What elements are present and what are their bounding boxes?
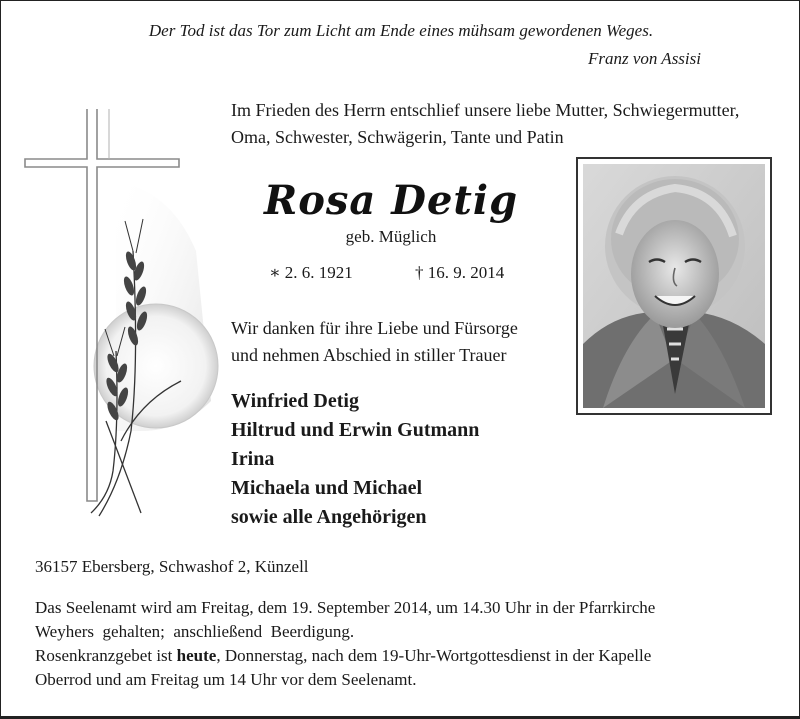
service-line [35, 644, 795, 668]
death-date: † 16. 9. 2014 [415, 263, 505, 282]
mourner-name: sowie alle Angehörigen [231, 506, 427, 528]
service-text: Rosenkranzgebet ist [35, 646, 177, 665]
mourner-name: Winfried Detig [231, 390, 359, 412]
maiden-name: geb. Müglich [345, 227, 437, 246]
thanks-line: Wir danken für ihre Liebe und Fürsorge [231, 318, 518, 338]
mourner-name: Irina [231, 448, 275, 470]
service-line: Oberrod und am Freitag um 14 Uhr vor dem Seelenamt. [35, 670, 417, 689]
deceased-name: Rosa Detig [263, 177, 519, 224]
mourner-name: Hiltrud und Erwin Gutmann [231, 419, 480, 441]
service-details [35, 596, 795, 692]
service-line: Weyhers gehalten; anschließend Beerdigung. [35, 622, 355, 641]
address: 36157 Ebersberg, Schwashof 2, Künzell [35, 557, 309, 576]
service-line: Das Seelenamt wird am Freitag, dem 19. September 2014, um 14.30 Uhr in der Pfarrkirche [35, 598, 656, 617]
service-highlight: heute [176, 646, 217, 665]
mourner-name: Michaela und Michael [231, 477, 423, 499]
mourners-list [231, 387, 479, 532]
thanks-line: und nehmen Abschied in stiller Trauer [231, 345, 507, 365]
intro-text [231, 97, 791, 151]
cross-with-wheat-icon [21, 101, 221, 526]
portrait-photo [576, 157, 772, 415]
service-text: , Donnerstag, nach dem 19-Uhr-Wortgottesdienst in der Kapelle [216, 646, 652, 665]
quote-author: Franz von Assisi [587, 49, 701, 68]
memorial-quote: Der Tod ist das Tor zum Licht am Ende eines mühsam gewordenen Weges. [148, 21, 654, 40]
thanks-text [231, 315, 591, 369]
birth-date: ∗ 2. 6. 1921 [269, 263, 353, 282]
intro-line: Oma, Schwester, Schwägerin, Tante und Patin [231, 127, 564, 147]
intro-line: Im Frieden des Herrn entschlief unsere liebe Mutter, Schwiegermutter, [231, 100, 740, 120]
